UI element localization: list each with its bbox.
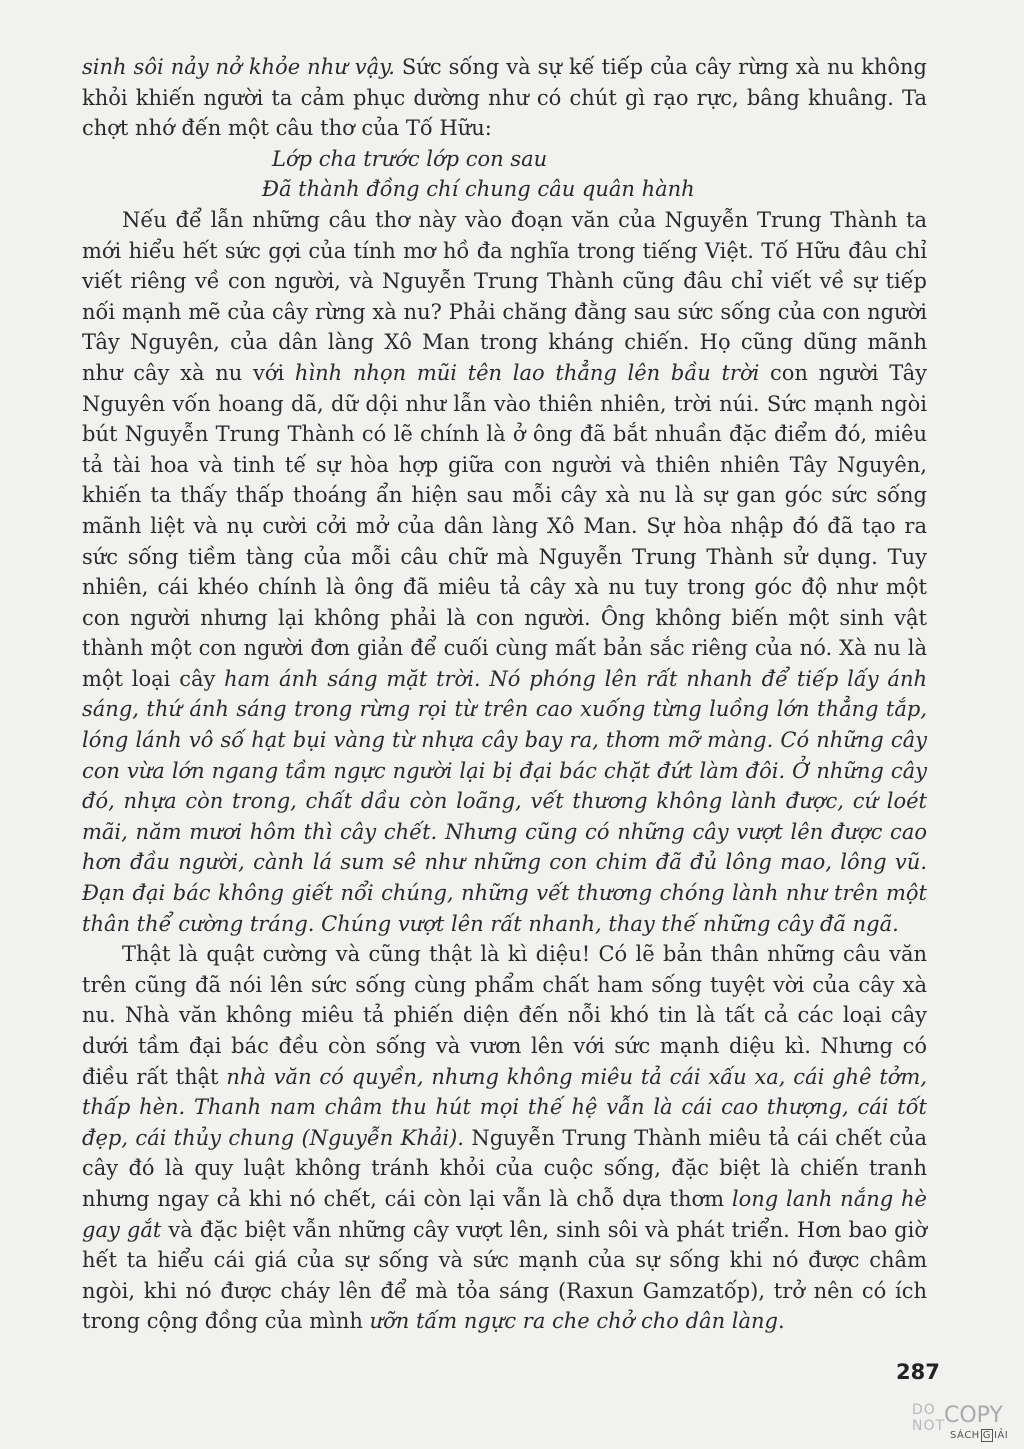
watermark-sach: SÁCH bbox=[950, 1430, 980, 1441]
watermark-g: G bbox=[982, 1430, 991, 1441]
watermark-not: NOT bbox=[912, 1418, 946, 1434]
text-fragment: Thật là quật cường và cũng thật là kì diệu! Có lẽ bản thân những câu văn trên cũng đã nói lên sức sống cùng phẩm chất ham sống tuyệt vời của cây xà nu. Nhà văn không miêu tả phiến diện đến nỗi khó tin là tất cả các loại cây dưới tầm đại bác đều còn sống và vươn lên với sức mạnh diệu kì. Nhưng có điều rất thật bbox=[82, 942, 927, 1089]
paragraph-3 bbox=[82, 939, 927, 1337]
text-fragment: . bbox=[778, 1309, 785, 1334]
poem-line-2: Đã thành đồng chí chung câu quân hành bbox=[262, 177, 695, 202]
text-fragment: và đặc biệt vẫn những cây vượt lên, sinh sôi và phát triển. Hơn bao giờ hết ta hiểu cái giá của sự sống và sức mạnh của sự sống khi nó được châm ngòi, khi nó được cháy lên để mà tỏa sáng (Raxun Gamzatốp), trở nên có ích trong cộng đồng của mình bbox=[82, 1217, 927, 1334]
watermark-iai: IẢI bbox=[993, 1430, 1009, 1441]
watermark-brand bbox=[950, 1429, 1008, 1442]
poem-quote bbox=[82, 144, 927, 205]
text-fragment: Nguyễn Trung Thành miêu tả cái chết của cây đó là quy luật không tránh khỏi của cuộc sống, đặc biệt là chiến tranh nhưng ngay cả khi nó chết, cái còn lại vẫn là chỗ dựa thơm bbox=[82, 1125, 928, 1211]
page-number: 287 bbox=[896, 1360, 940, 1384]
body-text bbox=[82, 52, 927, 1337]
watermark-logo bbox=[910, 1402, 1010, 1442]
watermark-do: DO bbox=[912, 1402, 936, 1418]
italic-fragment: ham ánh sáng mặt trời. Nó phóng lên rất nhanh để tiếp lấy ánh sáng, thứ ánh sáng trong rừng rọi từ trên cao xuống từng luồng lớn thẳng tắp, lóng lánh vô số hạt bụi vàng từ nhựa cây bay ra, thơm mỡ màng. Có những cây con vừa lớn ngang tầm ngực người lại bị đại bác chặt đứt làm đôi. Ở những cây đó, nhựa còn trong, chất dầu còn loãng, vết thương không lành được, cứ loét mãi, năm mươi hôm thì cây chết. Nhưng cũng có những cây vượt lên được cao hơn đầu người, cành lá sum sê như những con chim đã đủ lông mao, lông vũ. Đạn đại bác không giết nổi chúng, những vết thương chóng lành như trên một thân thể cường tráng. Chúng vượt lên rất nhanh, thay thế những cây đã ngã. bbox=[82, 666, 927, 936]
italic-fragment: long lanh nắng hè gay gắt bbox=[82, 1186, 927, 1242]
text-fragment: Nếu để lẫn những câu thơ này vào đoạn văn của Nguyễn Trung Thành ta mới hiểu hết sức gợi của tính mơ hồ đa nghĩa trong tiếng Việt. Tố Hữu đâu chỉ viết riêng về con người, và Nguyễn Trung Thành cũng đâu chỉ viết về sự tiếp nối mạnh mẽ của cây rừng xà nu? Phải chăng đằng sau sức sống của con người Tây Nguyên, của dân làng Xô Man trong kháng chiến. Họ cũng dũng mãnh như cây xà nu với bbox=[82, 207, 927, 385]
paragraph-2 bbox=[82, 205, 927, 939]
text-fragment: con người Tây Nguyên vốn hoang dã, dữ dội như lẫn vào thiên nhiên, trời núi. Sức mạnh ngòi bút Nguyễn Trung Thành có lẽ chính là ở ông đã bắt nhuần đặc điểm đó, miêu tả tài hoa và tinh tế sự hòa hợp giữa con người và thiên nhiên Tây Nguyên, khiến ta thấy thấp thoáng ẩn hiện sau mỗi cây xà nu là sự gan góc sức sống mãnh liệt và nụ cười cởi mở của dân làng Xô Man. Sự hòa nhập đó đã tạo ra sức sống tiềm tàng của mỗi câu chữ mà Nguyễn Trung Thành sử dụng. Tuy nhiên, cái khéo chính là ông đã miêu tả cây xà nu tuy trong góc độ như một con người nhưng lại không phải là con người. Ông không biến một sinh vật thành một con người đơn giản để cuối cùng mất bản sắc riêng của nó. Xà nu là một loại cây bbox=[82, 360, 928, 691]
text-fragment: Sức sống và sự kế tiếp của cây rừng xà nu không khỏi khiến người ta cảm phục dường như có chút gì rạo rực, bâng khuâng. Ta chợt nhớ đến một câu thơ của Tố Hữu: bbox=[82, 55, 927, 141]
italic-fragment: nhà văn có quyền, nhưng không miêu tả cái xấu xa, cái ghê tởm, thấp hèn. Thanh nam châm thu hút mọi thế hệ vẫn là cái cao thượng, cái tốt đẹp, cái thủy chung (Nguyễn Khải). bbox=[82, 1064, 927, 1150]
watermark-copy: COPY bbox=[944, 1403, 1003, 1428]
paragraph-1 bbox=[82, 52, 927, 144]
poem-line-1: Lớp cha trước lớp con sau bbox=[272, 146, 548, 171]
italic-fragment: ưỡn tấm ngực ra che chở cho dân làng bbox=[369, 1309, 778, 1334]
italic-fragment: hình nhọn mũi tên lao thẳng lên bầu trời bbox=[294, 360, 760, 385]
italic-fragment: sinh sôi nảy nở khỏe như vậy. bbox=[82, 55, 395, 79]
